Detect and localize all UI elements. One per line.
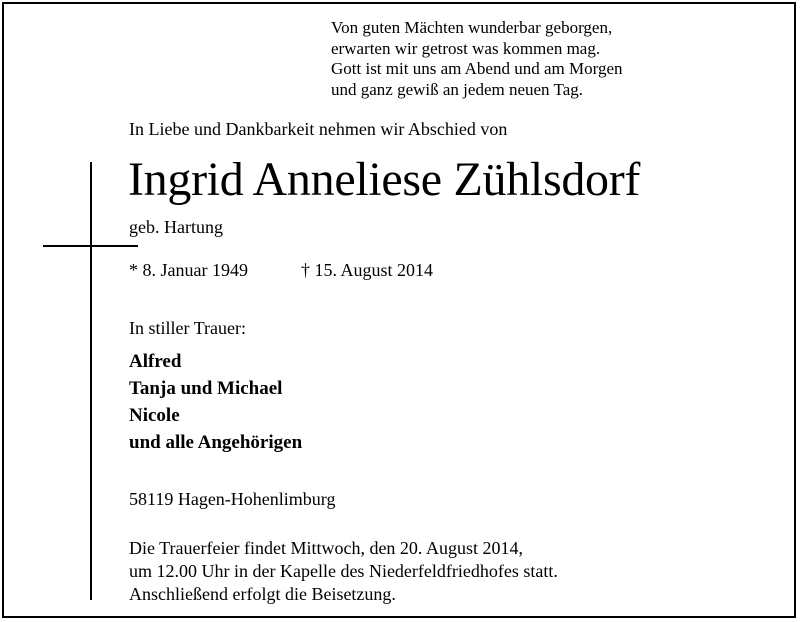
poem [331, 18, 623, 100]
cross-vertical-bar [90, 162, 92, 600]
poem-line: Gott ist mit uns am Abend und am Morgen [331, 59, 623, 78]
mourner-name: Nicole [129, 405, 180, 426]
poem-line: und ganz gewiß an jedem neuen Tag. [331, 79, 583, 99]
funeral-line: Anschließend erfolgt die Beisetzung. [129, 584, 396, 604]
death-date: † 15. August 2014 [301, 260, 434, 280]
poem-line: erwarten wir getrost was kommen mag. [331, 38, 601, 58]
maiden-name: geb. Hartung [129, 217, 223, 237]
funeral-line: um 12.00 Uhr in der Kapelle des Niederfeldfriedhofes statt. [129, 561, 558, 581]
funeral-details [129, 537, 558, 606]
deceased-name: Ingrid Anneliese Zühlsdorf [128, 153, 641, 206]
cross-horizontal-bar [43, 245, 138, 247]
mourner-name: Alfred [129, 351, 182, 372]
farewell-intro: In Liebe und Dankbarkeit nehmen wir Abschied von [129, 119, 508, 139]
mourners-list [129, 348, 302, 456]
funeral-line: Die Trauerfeier findet Mittwoch, den 20. August 2014, [129, 538, 523, 558]
mourner-name: Tanja und Michael [129, 378, 283, 399]
mourning-heading: In stiller Trauer: [129, 318, 246, 338]
family-address: 58119 Hagen-Hohenlimburg [129, 489, 336, 509]
mourner-name: und alle Angehörigen [129, 432, 303, 453]
birth-date: * 8. Januar 1949 [129, 260, 248, 280]
poem-line: Von guten Mächten wunderbar geborgen, [331, 18, 613, 37]
